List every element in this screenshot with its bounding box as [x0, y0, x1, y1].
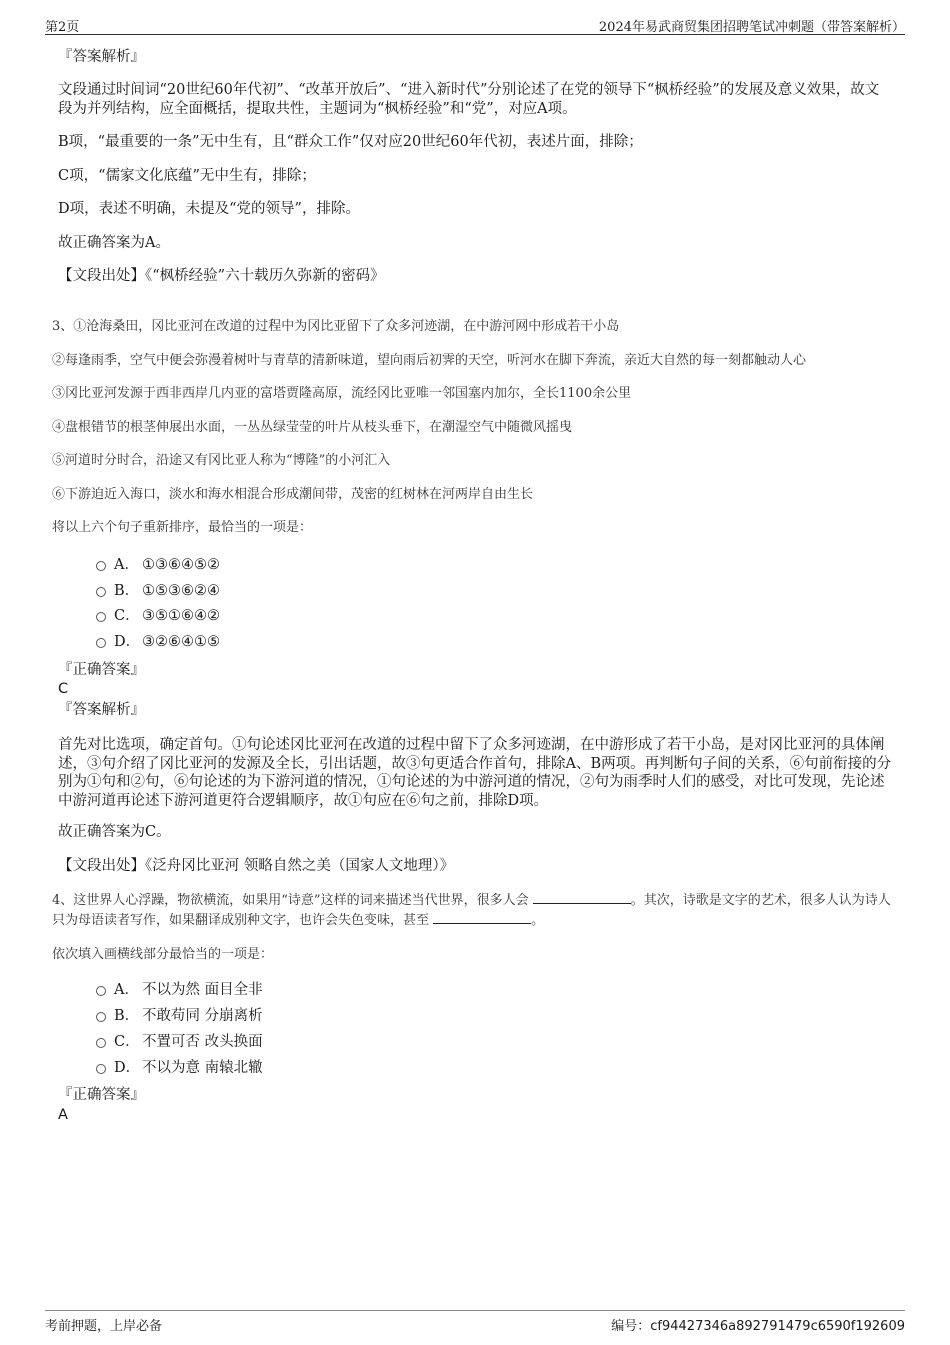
q2-conclusion: 故正确答案为A。 — [58, 235, 170, 251]
document-title: 2024年易武商贸集团招聘笔试冲刺题（带答案解析） — [598, 20, 905, 35]
q2-source: 【文段出处】《“枫桥经验”六十载历久弥新的密码》 — [58, 268, 385, 284]
q3-option-b[interactable]: B． ①⑤③⑥②④ — [96, 581, 220, 601]
q2-option-d-analysis: D项，表述不明确，未提及“党的领导”，排除。 — [58, 201, 360, 217]
q3-sentence-2: ②每逢雨季，空气中便会弥漫着树叶与青草的清新味道，望向雨后初霁的天空，听河水在脚下奔流，亲近大自然的每一刻都触动人心 — [52, 353, 807, 368]
q2-option-c-analysis: C项，“儒家文化底蕴”无中生有，排除； — [58, 168, 316, 184]
q3-sentence-6: ⑥下游迫近入海口，淡水和海水相混合形成潮间带，茂密的红树林在河两岸自由生长 — [52, 487, 534, 502]
footer-slogan: 考前押题，上岸必备 — [45, 1319, 163, 1334]
q4-option-d[interactable]: D． 不以为意 南辕北辙 — [96, 1058, 263, 1078]
q2-analysis-text: 文段通过时间词“20世纪60年代初”、“改革开放后”、“进入新时代”分别论述了在党的领导下“枫桥经验”的发展及意义效果，故文段为并列结构，应全面概括，提取共性，主题词为“枫桥经验”和“党”，对应A项。 — [58, 82, 880, 117]
q2-option-b-analysis: B项，“最重要的一条”无中生有，且“群众工作”仅对应20世纪60年代初，表述片面，排除； — [58, 134, 643, 150]
q3-option-d[interactable]: D． ③②⑥④①⑤ — [96, 632, 220, 652]
radio-icon[interactable] — [96, 1038, 106, 1048]
q3-sentence-1: 3、①沧海桑田，冈比亚河在改道的过程中为冈比亚留下了众多河迹湖，在中游河网中形成若干小岛 — [52, 319, 620, 334]
q3-answer: C — [58, 681, 69, 697]
q3-sentence-3: ③冈比亚河发源于西非西岸几内亚的富塔贾隆高原，流经冈比亚唯一邻国塞内加尔，全长1100余公里 — [52, 386, 632, 401]
fill-blank-2 — [433, 911, 531, 924]
radio-icon[interactable] — [96, 1064, 106, 1074]
document-code: 编号：cf94427346a892791479c6590f192609 — [611, 1319, 905, 1334]
page-footer — [45, 1310, 905, 1334]
q4-option-b[interactable]: B． 不敢苟同 分崩离析 — [96, 1006, 263, 1026]
q3-analysis-text: 首先对比选项，确定首句。①句论述冈比亚河在改道的过程中留下了众多河迹湖，在中游形成了若干小岛，是对冈比亚河的具体阐述，③句介绍了冈比亚河的发源及全长，引出话题，故③句更适合作首句，排除A、B两项。再判断句子间的关系，⑥句前衔接的分别为①句和②句，⑥句论述的为下游河道的情况，①句论述的为中游河道的情况，②句为雨季时人们的感受，对比可发现，先论述中游河道再论述下游河道更符合逻辑顺序，故①句应在⑥句之前，排除D项。 — [58, 737, 892, 809]
q4-option-a[interactable]: A． 不以为然 面目全非 — [96, 980, 263, 1000]
q3-sentence-4: ④盘根错节的根茎伸展出水面，一丛丛绿莹莹的叶片从枝头垂下，在潮湿空气中随微风摇曳 — [52, 420, 573, 435]
page-header — [45, 14, 905, 35]
radio-icon[interactable] — [96, 638, 106, 648]
page-number: 第2页 — [45, 20, 80, 35]
q3-sentence-5: ⑤河道时分时合，沿途又有冈比亚人称为“博隆”的小河汇入 — [52, 453, 391, 468]
q4-answer-label: 『正确答案』 — [58, 1087, 145, 1103]
q2-analysis-label: 『答案解析』 — [58, 49, 145, 65]
q3-prompt: 将以上六个句子重新排序，最恰当的一项是： — [52, 520, 313, 535]
radio-icon[interactable] — [96, 986, 106, 996]
radio-icon[interactable] — [96, 1012, 106, 1022]
q3-answer-label: 『正确答案』 — [58, 662, 145, 678]
radio-icon[interactable] — [96, 587, 106, 597]
q3-conclusion: 故正确答案为C。 — [58, 824, 171, 840]
q3-option-a[interactable]: A． ①③⑥④⑤② — [96, 555, 220, 575]
q4-option-c[interactable]: C． 不置可否 改头换面 — [96, 1032, 263, 1052]
q4-stem: 4、这世界人心浮躁，物欲横流，如果用“诗意”这样的词来描述当代世界，很多人会 。其次，诗歌是文字的艺术，很多人认为诗人只为母语读者写作，如果翻译成别种文字，也许会失色变味，甚至 。 — [52, 893, 891, 928]
q3-source: 【文段出处】《泛舟冈比亚河 领略自然之美（国家人文地理）》 — [58, 858, 455, 874]
q4-prompt: 依次填入画横线部分最恰当的一项是： — [52, 947, 274, 962]
radio-icon[interactable] — [96, 561, 106, 571]
fill-blank-1 — [533, 891, 631, 904]
radio-icon[interactable] — [96, 612, 106, 622]
q3-option-c[interactable]: C． ③⑤①⑥④② — [96, 606, 220, 626]
q4-answer: A — [58, 1107, 68, 1123]
q3-analysis-label: 『答案解析』 — [58, 702, 145, 718]
